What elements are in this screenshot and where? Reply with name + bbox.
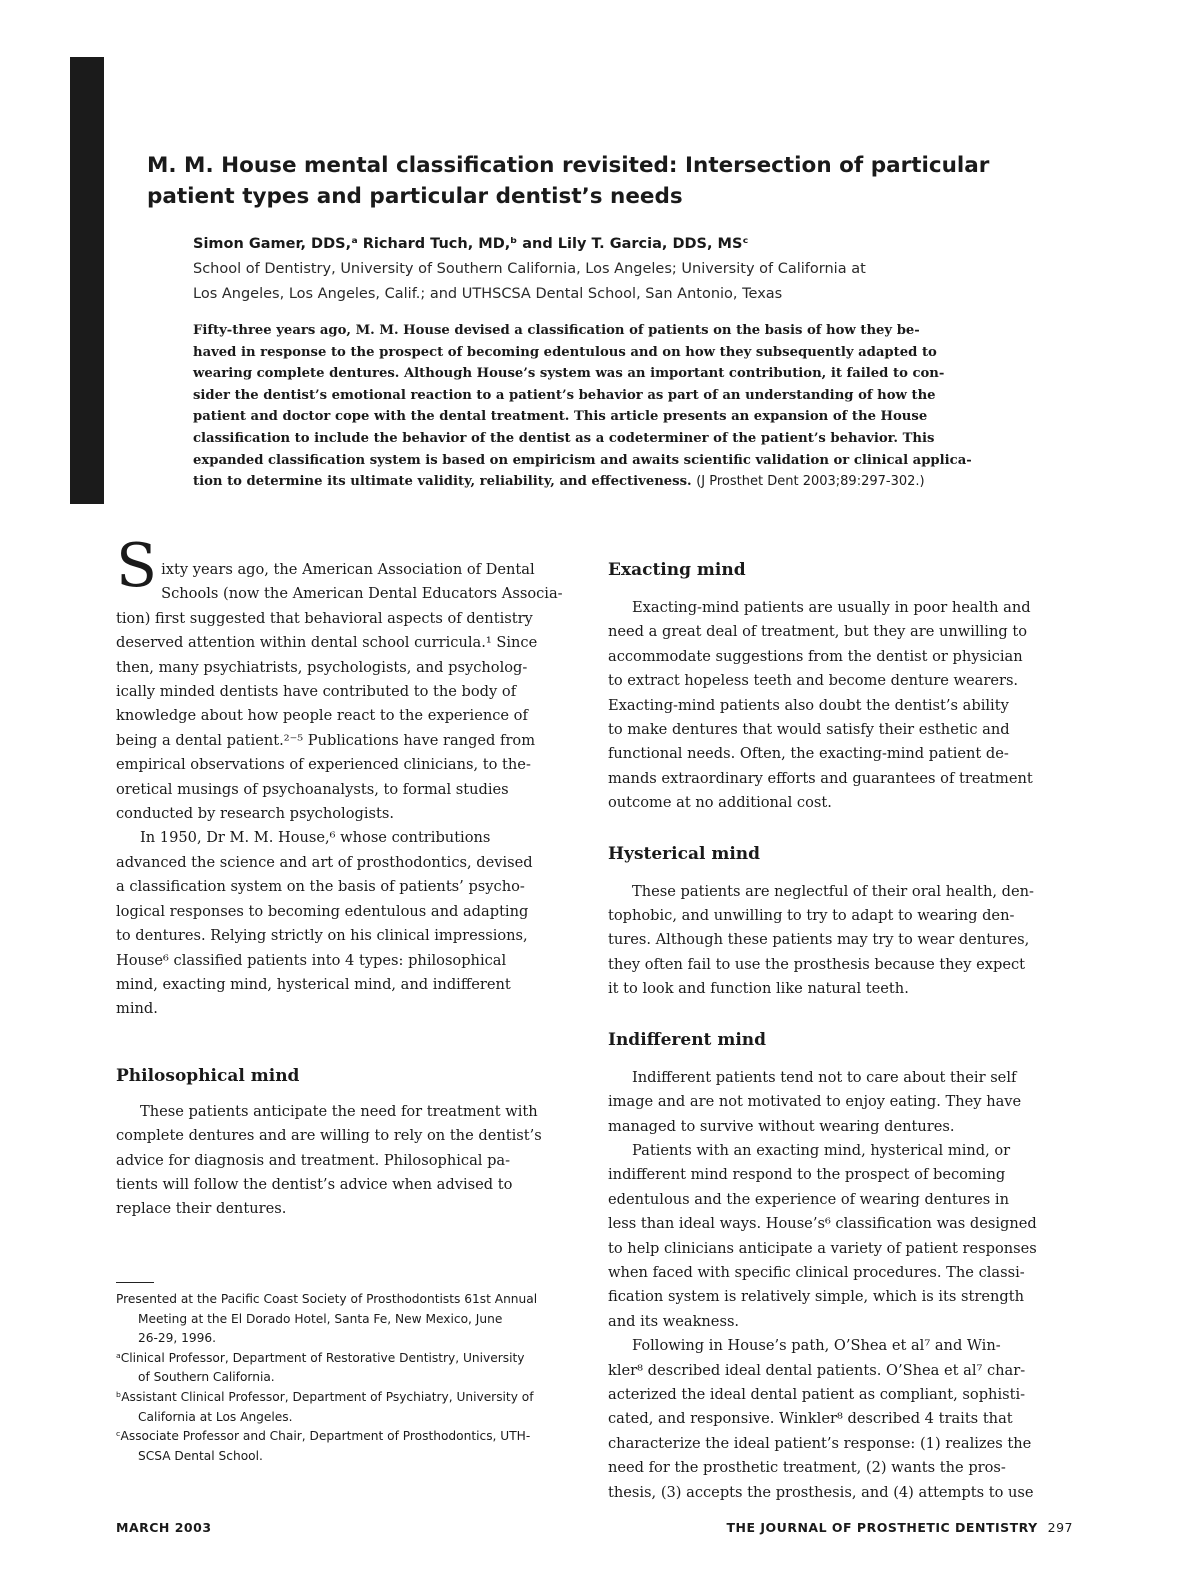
text-line: outcome at no additional cost. [608,794,832,812]
patients-paragraph [608,1139,1070,1334]
text-line: Indifferent patients tend not to care about their self [632,1068,1017,1086]
text-line: indifferent mind respond to the prospect of becoming [608,1166,1006,1184]
abstract-line: patient and doctor cope with the dental treatment. This article presents an expansion of the House [193,409,928,425]
abstract-line: expanded classification system is based on empiricism and awaits scientific validation or clinical applica- [193,452,972,468]
footer-date: MARCH 2003 [116,1520,212,1535]
text-line: complete dentures and are willing to rely on the dentist’s [116,1127,542,1145]
text-line: characterize the ideal patient’s response: (1) realizes the [608,1434,1032,1452]
text-line: Following in House’s path, O’Shea et al⁷ and Win- [632,1337,1001,1355]
footnote-line: of Southern California. [138,1370,275,1385]
text-line: replace their dentures. [116,1200,287,1218]
right-column [608,558,1070,1505]
footnote-b [116,1388,578,1427]
philosophical-paragraph [116,1100,578,1222]
text-line: conducted by research psychologists. [116,805,394,823]
text-line: These patients are neglectful of their oral health, den- [632,882,1034,900]
title-line: M. M. House mental classification revisited: Intersection of particular [147,153,990,178]
footnote-presented [116,1290,578,1349]
affiliation-line: School of Dentistry, University of Southern California, Los Angeles; University of California at [193,261,866,277]
affiliation-line: Los Angeles, Los Angeles, Calif.; and UTHSCSA Dental School, San Antonio, Texas [193,286,783,302]
text-line: functional needs. Often, the exacting-mind patient de- [608,745,1009,763]
text-line: to help clinicians anticipate a variety of patient responses [608,1239,1037,1257]
drop-cap: S [116,531,158,601]
text-line: and its weakness. [608,1312,740,1330]
text-line: knowledge about how people react to the experience of [116,707,528,725]
exacting-paragraph [608,596,1070,816]
text-line: need for the prosthetic treatment, (2) wants the pros- [608,1459,1006,1477]
text-line: Exacting-mind patients also doubt the dentist’s ability [608,696,1009,714]
text-line: advice for diagnosis and treatment. Philosophical pa- [116,1151,511,1169]
text-line: kler⁸ described ideal dental patients. O’Shea et al⁷ char- [608,1361,1026,1379]
text-line: then, many psychiatrists, psychologists, and psycholog- [116,658,528,676]
text-line: deserved attention within dental school curricula.¹ Since [116,634,538,652]
intro-paragraph [116,531,578,826]
text-line: Exacting-mind patients are usually in poor health and [632,599,1031,616]
text-line: logical responses to becoming edentulous and adapting [116,902,529,920]
abstract-line: classification to include the behavior of the dentist as a codeterminer of the patient’s behavior. This [193,430,935,446]
text-line: These patients anticipate the need for treatment with [140,1102,538,1120]
section-heading-indifferent: Indifferent mind [608,1029,767,1050]
text-line: when faced with specific clinical procedures. The classi- [608,1263,1025,1281]
text-line: tophobic, and unwilling to try to adapt to wearing den- [608,907,1015,925]
abstract-line: Fifty-three years ago, M. M. House devised a classification of patients on the basis of how they be- [193,323,920,338]
text-line: advanced the science and art of prosthodontics, devised [116,853,533,871]
text-line: to dentures. Relying strictly on his clinical impressions, [116,927,528,945]
text-line: tion) first suggested that behavioral aspects of dentistry [116,609,533,627]
footnote-line: 26-29, 1996. [138,1331,217,1346]
journal-name: THE JOURNAL OF PROSTHETIC DENTISTRY [726,1520,1038,1535]
text-line: empirical observations of experienced clinicians, to the- [116,756,531,774]
text-line: fication system is relatively simple, which is its strength [608,1288,1025,1306]
text-line: being a dental patient.²⁻⁵ Publications have ranged from [116,731,536,749]
footnote-line: ᶜAssociate Professor and Chair, Department of Prosthodontics, UTH- [116,1429,531,1444]
text-line: tients will follow the dentist’s advice when advised to [116,1175,513,1193]
text-line: oretical musings of psychoanalysts, to formal studies [116,780,509,798]
abstract-line [193,471,1023,493]
text-line: edentulous and the experience of wearing dentures in [608,1190,1009,1208]
text-line: a classification system on the basis of patients’ psycho- [116,878,525,896]
section-heading-philosophical: Philosophical mind [116,1065,300,1086]
page-number: 297 [1047,1520,1073,1535]
article-title [147,150,1047,212]
text-line: House⁶ classified patients into 4 types: philosophical [116,951,507,969]
text-line: thesis, (3) accepts the prosthesis, and (4) attempts to use [608,1483,1034,1501]
footnote-line: ᵃClinical Professor, Department of Restorative Dentistry, University [116,1350,525,1365]
text-line: acterized the ideal dental patient as compliant, sophisti- [608,1385,1026,1403]
text-line: mands extraordinary efforts and guarantees of treatment [608,769,1033,787]
abstract-line: wearing complete dentures. Although House’s system was an important contribution, it failed to con- [193,366,945,382]
text-line: tures. Although these patients may try to wear dentures, [608,931,1030,949]
indifferent-paragraph [608,1066,1070,1139]
text-line: ixty years ago, the American Association of Dental [161,561,535,578]
author-list: Simon Gamer, DDS,ᵃ Richard Tuch, MD,ᵇ and Lily T. Garcia, DDS, MSᶜ [193,236,749,252]
text-line: need a great deal of treatment, but they are unwilling to [608,623,1027,641]
text-line: cated, and responsive. Winkler⁸ described 4 traits that [608,1410,1013,1428]
text-line: mind, exacting mind, hysterical mind, and indifferent [116,975,511,993]
affiliations [193,257,1033,307]
text-line: to make dentures that would satisfy their esthetic and [608,721,1010,739]
following-paragraph [608,1334,1070,1505]
section-heading-exacting: Exacting mind [608,560,746,580]
text-line: to extract hopeless teeth and become denture wearers. [608,672,1019,690]
abstract [193,320,1023,493]
text-line: mind. [116,1000,158,1018]
section-heading-hysterical: Hysterical mind [608,843,761,864]
title-line: patient types and particular dentist’s needs [147,184,683,209]
journal-citation: (J Prosthet Dent 2003;89:297-302.) [696,474,925,490]
abstract-line: haved in response to the prospect of becoming edentulous and on how they subsequently adapted to [193,344,937,360]
footnote-line: Meeting at the El Dorado Hotel, Santa Fe, New Mexico, June [138,1311,503,1326]
text-line: ically minded dentists have contributed to the body of [116,683,517,701]
side-accent-bar [70,57,104,504]
abstract-last-text: tion to determine its ultimate validity, reliability, and effectiveness. [193,474,692,490]
footnote-line: California at Los Angeles. [138,1409,293,1424]
text-line: accommodate suggestions from the dentist or physician [608,647,1023,665]
footnote-divider [116,1282,154,1283]
footnote-line: ᵇAssistant Clinical Professor, Department of Psychiatry, University of [116,1389,534,1404]
footnote-line: Presented at the Pacific Coast Society of Prosthodontists 61st Annual [116,1292,538,1306]
footnote-c [116,1427,578,1466]
footer-journal [727,1520,1073,1535]
footnote-line: SCSA Dental School. [138,1448,263,1463]
text-line: they often fail to use the prosthesis because they expect [608,955,1026,973]
text-line: it to look and function like natural teeth. [608,980,909,998]
text-line: Schools (now the American Dental Educators Associa- [161,585,563,603]
left-column [116,531,578,1222]
hysterical-paragraph [608,880,1070,1002]
footnotes [116,1290,578,1466]
text-line: Patients with an exacting mind, hysterical mind, or [632,1141,1011,1159]
text-line: managed to survive without wearing dentures. [608,1117,955,1135]
text-line: In 1950, Dr M. M. House,⁶ whose contributions [140,829,491,847]
text-line: image and are not motivated to enjoy eating. They have [608,1093,1022,1111]
abstract-line: sider the dentist’s emotional reaction to a patient’s behavior as part of an understanding of how the [193,387,936,403]
footnote-a [116,1349,578,1388]
text-line: less than ideal ways. House’s⁶ classification was designed [608,1215,1037,1233]
house-paragraph [116,826,578,1021]
